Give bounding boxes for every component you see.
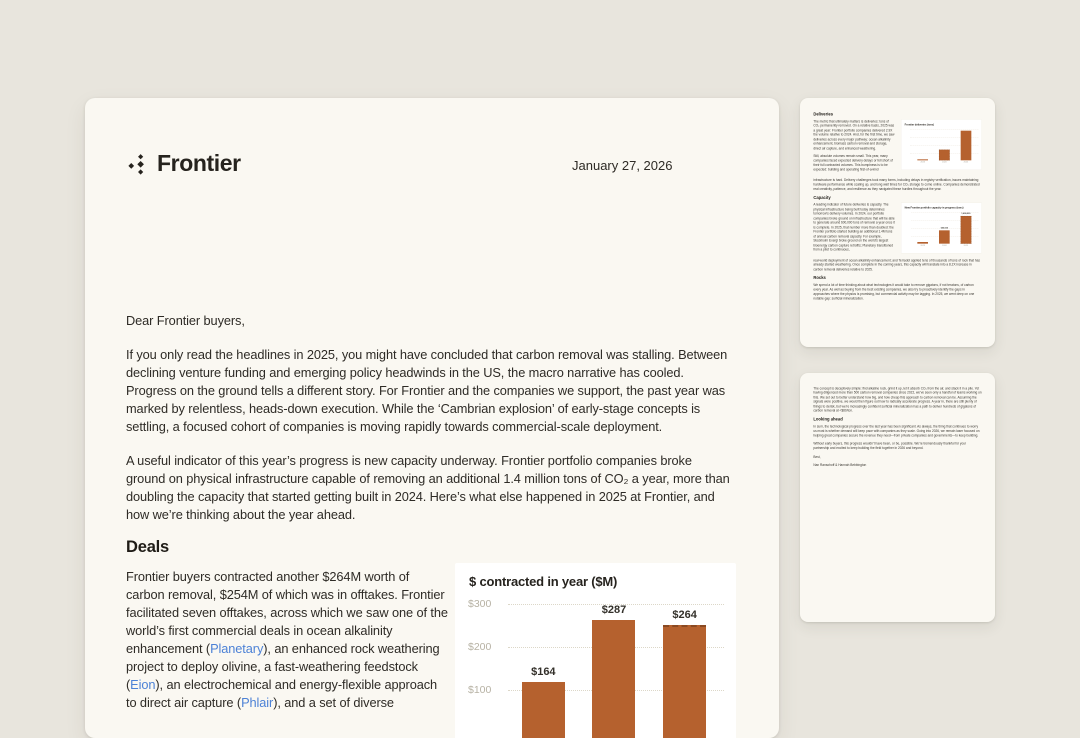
bar-group-3 bbox=[663, 604, 706, 738]
bar-164 bbox=[522, 682, 565, 738]
bar-2025 bbox=[961, 131, 972, 160]
bar-value-label: 600,000 bbox=[941, 227, 948, 230]
deliveries-paragraph-2a: Still, absolute volumes remain small. This year, many companies faced expected delivery delays or fell short of their full contracted volumes. This bumpiness is to be expected: building and operating first-of-a-kind bbox=[813, 154, 895, 172]
bar-2025 bbox=[961, 216, 972, 244]
deliveries-paragraph-1: The metric that ultimately matters is deliveries: tons of CO₂ permanently removed. On a relative basis, 2025 was a great year: Frontier portfolio companies delivered 2.9X the volume relative to 2024. And, for the first time, we saw deliveries across every major pathway: ocean alkalinity enhancement, biomass carbon removal and storage, direct air capture, and enhanced weathering. bbox=[813, 119, 895, 150]
rocks-heading: Rocks bbox=[813, 275, 981, 281]
bar-287 bbox=[592, 620, 635, 738]
letter-date: January 27, 2026 bbox=[572, 158, 672, 173]
deals-text-segment: ), and a set of diverse bbox=[273, 695, 394, 710]
deals-text-segment: Frontier buyers contracted another $264M worth of carbon removal, $254M of which was in offtakes. Frontier facilitated seven offtakes, across which we saw one of the world’s first commercial deals in ocean alkalinity enhancement ( bbox=[126, 569, 448, 656]
bar-group: 2023 bbox=[917, 129, 928, 161]
bar-group: 2023 bbox=[917, 212, 928, 244]
page-2-thumbnail[interactable] bbox=[800, 98, 995, 347]
deals-heading: Deals bbox=[126, 538, 169, 557]
bar-value-label: 1,400,000 bbox=[961, 212, 970, 215]
looking-ahead-heading: Looking ahead bbox=[813, 417, 981, 423]
capacity-heading: Capacity bbox=[813, 195, 981, 201]
rocks-paragraph: We spend a lot of time thinking about what technologies it would take to remove gigatons, if not teratons, of carbon every year. As well as buying from the best existing companies, we also try to proactively identify the gaps in approaches where the physics is promising, but commercial activity may be lagging. In 2025, we went deep on one notable gap: surficial mineralization. bbox=[813, 283, 981, 301]
signoff: Best, bbox=[813, 455, 981, 459]
contracted-chart bbox=[455, 563, 736, 738]
deliveries-chart bbox=[901, 119, 982, 170]
y-tick-200: $200 bbox=[468, 641, 491, 653]
letter-page-1 bbox=[85, 98, 779, 738]
page-3-content bbox=[800, 373, 995, 622]
bar-264 bbox=[663, 625, 706, 738]
deals-text-segment: ), an enhanced rock weathering project to deploy olivine, a fast-weathering feedstock ( bbox=[126, 641, 440, 692]
bar-group: 1,400,000 2025 bbox=[961, 212, 972, 244]
planetary-link[interactable]: Planetary bbox=[210, 641, 263, 656]
capacity-chart bbox=[901, 203, 982, 254]
deliveries-heading: Deliveries bbox=[813, 111, 981, 117]
looking-ahead-paragraph-2: Without early buyers, this progress wouldn’t have been, or be, possible. We’re tremendously thankful for your partnership and excited to keep building the field together in 2026 and beyond. bbox=[813, 441, 981, 450]
frontier-logo-text: Frontier bbox=[157, 150, 241, 177]
letter-paragraph-1: If you only read the headlines in 2025, you might have concluded that carbon removal was stalling. Between declining venture funding and emerging policy headwinds in the US, the macro narrative has cooled. Progress on the ground tells a different story. For Frontier and the companies we support, the past year was marked by relentless, heads-down execution. While the ‘Cambrian explosion’ of early-stage concepts is settling, a focused cohort of companies is moving rapidly towards commercial-scale deployment. bbox=[126, 346, 730, 436]
signature: Nan Ransohoff & Hannah Bebbington bbox=[813, 463, 981, 467]
deliveries-paragraph-2b: infrastructure is hard. Delivery challenges took many forms, including delays in registry verification, issues maintaining hardware performance while scaling up, and long wait times for CO₂ storage to come online. Companies demonstrated real creativity, patience, and resilience as they navigated these hurdles throughout the year. bbox=[813, 178, 981, 191]
looking-ahead-paragraph-1: In sum, the technological progress over the last year has been significant. As always, the thing that continues to worry us most is whether demand will keep pace with companies as they scale. Going into 2026, we remain laser focused on helping great companies secure the revenue they need—from private companies and governments—to keep building. bbox=[813, 425, 981, 438]
capacity-paragraph-2: real-world deployment of ocean alkalinity enhancement; and Terradot applied tens of thousands of tons of rock that has already started weathering. Once complete in the coming years, this capacity will translate into a 8.2X increase in carbon removal deliveries relative to 2025. bbox=[813, 258, 981, 271]
y-tick-100: $100 bbox=[468, 684, 491, 696]
deals-paragraph bbox=[126, 568, 448, 712]
frontier-logo bbox=[125, 150, 241, 177]
rocks-paragraph-continued: The concept is deceptively simple: find alkaline rock, grind it up, let it absorb CO₂ from the air, and stack it in a pile. Yet having diligenced more than 500 carbon removal companies since 2022, we’ve seen only a handful of teams working on this. We set out to better understand how big, and how cheap this approach to carbon removal can be. Assuming the signals were positive, we would then figure out how to radically accelerate progress. A year in, there are still plenty of things to derisk, but we’re increasingly confident surficial mineralization has a path to deliver hundreds of gigatons of carbon removal at <$80/ton. bbox=[813, 386, 981, 413]
phlair-link[interactable]: Phlair bbox=[241, 695, 273, 710]
frontier-logo-icon bbox=[125, 150, 150, 177]
bar-2024 bbox=[939, 230, 950, 243]
contracted-chart-plot bbox=[468, 604, 724, 733]
bar-group: 2024 bbox=[939, 129, 950, 161]
bar-2024 bbox=[939, 150, 950, 161]
bar-group-1 bbox=[522, 604, 565, 738]
page-2-content bbox=[800, 98, 995, 347]
y-tick-300: $300 bbox=[468, 598, 491, 610]
bar-value-label: $287 bbox=[602, 604, 626, 616]
salutation: Dear Frontier buyers, bbox=[126, 312, 730, 330]
eion-link[interactable]: Eion bbox=[130, 677, 155, 692]
bar-value-label: $164 bbox=[531, 666, 555, 678]
bar-group-2 bbox=[592, 604, 635, 738]
deliveries-chart-title: Frontier deliveries (tons) bbox=[905, 123, 978, 127]
page-3-thumbnail[interactable] bbox=[800, 373, 995, 622]
deals-text-segment: ), an electrochemical and energy-flexible approach to direct air capture ( bbox=[126, 677, 437, 710]
bar-group: 600,000 2024 bbox=[939, 212, 950, 244]
bar-group: 2025 bbox=[961, 129, 972, 161]
bar-value-label: $264 bbox=[672, 609, 696, 621]
contracted-chart-title: $ contracted in year ($M) bbox=[469, 574, 617, 589]
letter-paragraph-2: A useful indicator of this year’s progress is new capacity underway. Frontier portfolio companies broke ground on physical infrastructure capable of removing an additional 1.4 million tons of CO₂ a year, more than doubling the capacity that started getting built in 2024. Here’s what else happened in 2025 at Frontier, and how we’re thinking about the year ahead. bbox=[126, 452, 730, 524]
capacity-chart-title: New Frontier portfolio capacity in progress (tons) bbox=[905, 206, 978, 210]
capacity-paragraph-1: A leading indicator of future deliveries is capacity. The physical infrastructure being built today determines tomorrow’s delivery volumes. In 2024, our portfolio companies broke ground on infrastructure that will be able to generate around 600,000 tons of removal a year once it is complete. In 2025, that number more than doubled: the Frontier portfolio started building an additional 1.4M tons of annual carbon removal capacity. For example, Stockholm Exergi broke ground on the world’s largest bioenergy carbon capture retrofits; Planetary transitioned from a pilot to continuous, bbox=[813, 203, 895, 252]
